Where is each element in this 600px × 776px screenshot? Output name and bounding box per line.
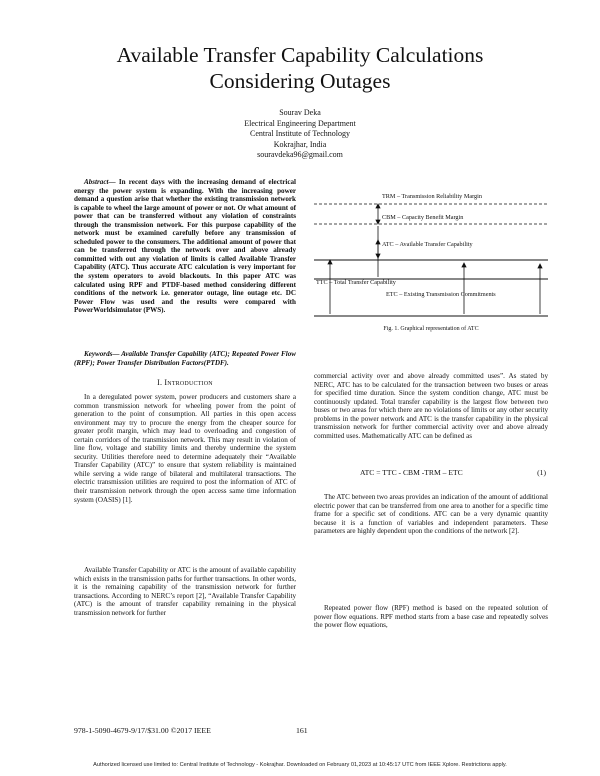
- author-block: [150, 108, 450, 161]
- equation-number: (1): [537, 468, 546, 477]
- etc-arrow: [462, 263, 466, 314]
- right-paragraph-1: [314, 372, 548, 440]
- author-department: Electrical Engineering Department: [244, 118, 356, 128]
- label-etc: ETC – Existing Transmission Commitments: [386, 291, 496, 298]
- title-line-1: Available Transfer Capability Calculations: [116, 43, 484, 67]
- author-location: Kokrajhar, India: [273, 139, 327, 149]
- page-number: 161: [296, 726, 308, 735]
- figure-caption: Fig. 1. Graphical representation of ATC: [383, 326, 479, 332]
- abstract-text: In recent days with the increasing demand of electrical energy the power system is expanding. With the increasing power demand a question arise that whether the existing transmission network is capable to wheel the large amount of power or not. Or what amount of power that can be transferred without any violation of constraints through the transmission network. For this purpose capability of the network must be examined carefully before any transmission of scheduled power to the consumers. The additional amount of power that can be transferred through the network over and above already committed with out any violation of limits is called Available Transfer Capability (ATC). Thus accurate ATC calculation is very important for the system operators to avoid blackouts. In this paper ATC was calculated using RPF and PTDF-based method considering different conditions of the network i.e. generator outage, line outage etc. DC Power Flow was used and the results were compared with PowerWorldsimulator (PWS).: [74, 178, 296, 315]
- right-paragraph-3: [314, 604, 548, 630]
- atc-arrow: [376, 240, 380, 277]
- ttc-arrow: [328, 260, 332, 314]
- abstract-dash: —: [108, 178, 119, 186]
- atc-figure: [308, 178, 554, 323]
- label-cbm: CBM – Capacity Benefit Margin: [382, 214, 464, 221]
- abstract-lead: Abstract: [84, 178, 109, 186]
- author-name: Sourav Deka: [279, 108, 321, 117]
- trm-arrow: [376, 204, 380, 224]
- etc-right-arrow: [538, 264, 542, 314]
- author-institute: Central Institute of Technology: [250, 129, 350, 138]
- paper-title: [40, 42, 560, 94]
- right-paragraph-2-text: The ATC between two areas provides an indication of the amount of additional electric power that can be transferred from one area to another for a specific time frame for a specific set of conditions. ATC can be a very dynamic quantity because it is a function of variables and independent parameters. These parameters are highly dependent upon the conditions of the network [2].: [314, 493, 548, 536]
- intro-paragraph-2-text: Available Transfer Capability or ATC is the amount of available capability which exists in the transmission paths for further transactions. In other words, it is the remaining capability of the transmission network for further transactions. According to NERC’s report [2], “Available Transfer Capability (ATC) is the amount of transfer capability remaining in the physical transmission network for further: [74, 566, 296, 617]
- label-ttc: TTC – Total Transfer Capability: [316, 279, 396, 286]
- section-heading-introduction: I. Introduction: [157, 378, 213, 387]
- equation-expression: ATC = TTC - CBM -TRM – ETC: [360, 468, 463, 477]
- right-paragraph-2: [314, 493, 548, 536]
- keywords-text: Keywords— Available Transfer Capability (ATC); Repeated Power Flow (RPF); Power Transfer Distribution Factors(PTDF).: [74, 350, 296, 367]
- intro-paragraph-1: [74, 393, 296, 504]
- title-line-2: Considering Outages: [209, 69, 391, 93]
- label-atc: ATC – Available Transfer Capability: [382, 241, 473, 248]
- license-notice: Authorized licensed use limited to: Central Institute of Technology - Kokrajhar. Downloaded on February 01,2023 at 10:45:17 UTC from IEEE Xplore. Restrictions apply.: [93, 762, 507, 768]
- abstract: [74, 178, 296, 315]
- right-paragraph-1-text: commercial activity over and above already committed uses”. As stated by NERC, ATC has to be calculated for the transaction between two buses or areas for specified time duration. Since the system condition change, ATC must be continuously updated. Total transfer capability is the largest flow between two buses or two areas for which there are no violations of limits or any other security problems in the power network and ATC is the transfer capability in the physical transmission network for further commercial activity over and above already committed uses. Mathematically ATC can be defined as: [314, 372, 548, 440]
- right-paragraph-3-text: Repeated power flow (RPF) method is based on the repeated solution of power flow equations. RPF method starts from a base case and repeatedly solves the power flow equations,: [314, 604, 548, 630]
- label-trm: TRM – Transmission Reliability Margin: [382, 193, 482, 200]
- footer-isbn: 978-1-5090-4679-9/17/$31.00 ©2017 IEEE: [74, 726, 211, 735]
- intro-paragraph-2: [74, 566, 296, 617]
- intro-paragraph-1-text: In a deregulated power system, power producers and customers share a common transmission network for wheeling power from the point of generation to the point of consumption. All parties in this open access environment may try to procure the energy from the cheaper source for greater profit margin, which may lead to overloading and congestion of certain corridors of the transmission network. This may result in violation of line flow, voltage and stability limits and thereby undermine the system security. Utilities therefore need to determine adequately their “Available Transfer Capability (ATC)” to ensure that system reliability is maintained while serving a wide range of bilateral and multilateral transactions. The electric transmission utilities are required to post the information of ATC of their transmission network through the open access same time information system (OASIS) [1].: [74, 393, 296, 504]
- keywords: [74, 350, 296, 367]
- author-email: souravdeka96@gmail.com: [257, 150, 343, 159]
